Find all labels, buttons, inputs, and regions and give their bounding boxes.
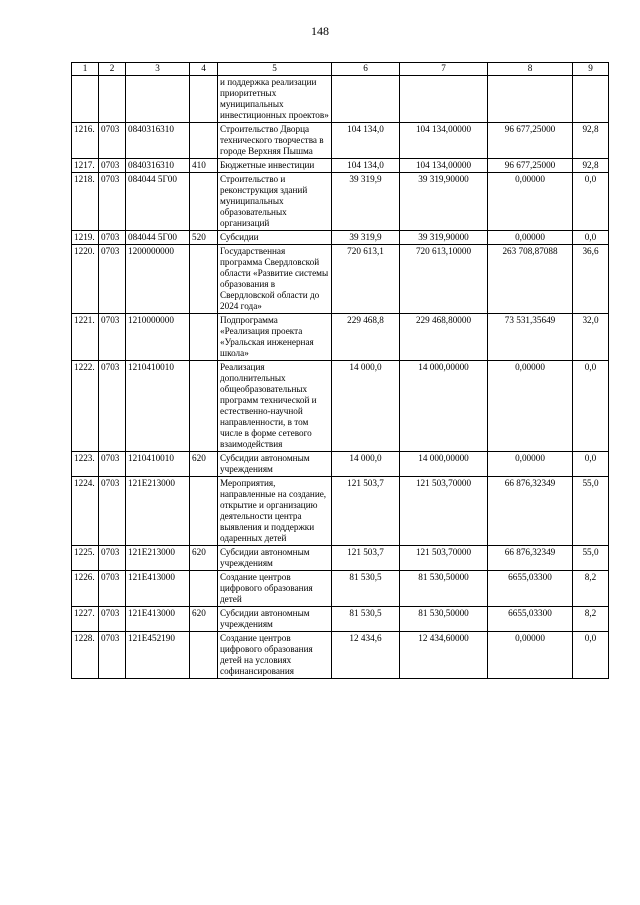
column-header: 9	[573, 63, 609, 76]
table-row	[72, 546, 609, 571]
execution-percent: 32,0	[573, 314, 609, 361]
table-row	[72, 123, 609, 159]
expense-type	[190, 173, 218, 231]
executed-amount: 96 677,25000	[488, 159, 573, 173]
item-name: и поддержка реализации приоритетных муниципальных инвестиционных проектов»	[218, 76, 332, 123]
section-code	[99, 76, 126, 123]
row-number: 1219.	[72, 231, 99, 245]
target-code: 1210000000	[126, 314, 190, 361]
execution-percent: 36,6	[573, 245, 609, 314]
row-number: 1221.	[72, 314, 99, 361]
expense-type	[190, 571, 218, 607]
plan-amount: 104 134,0	[332, 123, 400, 159]
executed-amount: 0,00000	[488, 361, 573, 452]
target-code: 1200000000	[126, 245, 190, 314]
execution-percent: 0,0	[573, 231, 609, 245]
column-header: 5	[218, 63, 332, 76]
refined-amount: 121 503,70000	[400, 477, 488, 546]
execution-percent: 0,0	[573, 452, 609, 477]
expense-type: 410	[190, 159, 218, 173]
expense-type: 620	[190, 452, 218, 477]
executed-amount: 73 531,35649	[488, 314, 573, 361]
executed-amount: 66 876,32349	[488, 546, 573, 571]
refined-amount: 39 319,90000	[400, 231, 488, 245]
column-header: 2	[99, 63, 126, 76]
target-code: 0840316310	[126, 159, 190, 173]
row-number: 1226.	[72, 571, 99, 607]
target-code: 121E452190	[126, 632, 190, 679]
plan-amount: 121 503,7	[332, 546, 400, 571]
execution-percent: 8,2	[573, 607, 609, 632]
column-header: 7	[400, 63, 488, 76]
plan-amount: 121 503,7	[332, 477, 400, 546]
plan-amount: 14 000,0	[332, 452, 400, 477]
execution-percent: 0,0	[573, 632, 609, 679]
expense-type: 620	[190, 546, 218, 571]
refined-amount: 12 434,60000	[400, 632, 488, 679]
execution-percent: 92,8	[573, 159, 609, 173]
plan-amount: 720 613,1	[332, 245, 400, 314]
budget-table	[71, 62, 609, 679]
column-header: 4	[190, 63, 218, 76]
refined-amount: 39 319,90000	[400, 173, 488, 231]
table-row	[72, 245, 609, 314]
refined-amount: 81 530,50000	[400, 607, 488, 632]
executed-amount: 0,00000	[488, 452, 573, 477]
execution-percent	[573, 76, 609, 123]
execution-percent: 8,2	[573, 571, 609, 607]
section-code: 0703	[99, 632, 126, 679]
plan-amount: 12 434,6	[332, 632, 400, 679]
executed-amount: 0,00000	[488, 231, 573, 245]
section-code: 0703	[99, 571, 126, 607]
plan-amount: 39 319,9	[332, 173, 400, 231]
page-number: 148	[311, 24, 329, 38]
column-header: 8	[488, 63, 573, 76]
item-name: Строительство Дворца технического творчества в городе Верхняя Пышма	[218, 123, 332, 159]
item-name: Создание центров цифрового образования детей на условиях софинансирования	[218, 632, 332, 679]
section-code: 0703	[99, 314, 126, 361]
row-number	[72, 76, 99, 123]
executed-amount: 6655,03300	[488, 607, 573, 632]
item-name: Субсидии автономным учреждениям	[218, 546, 332, 571]
target-code: 0840316310	[126, 123, 190, 159]
table-row	[72, 477, 609, 546]
item-name: Реализация дополнительных общеобразовательных программ технической и естественно-научной направленности, в том числе в форме сетевого взаимодействия	[218, 361, 332, 452]
table-row	[72, 607, 609, 632]
table-row	[72, 159, 609, 173]
item-name: Строительство и реконструкция зданий муниципальных образовательных организаций	[218, 173, 332, 231]
row-number: 1220.	[72, 245, 99, 314]
refined-amount	[400, 76, 488, 123]
table-row	[72, 361, 609, 452]
execution-percent: 92,8	[573, 123, 609, 159]
item-name: Подпрограмма «Реализация проекта «Уральская инженерная школа»	[218, 314, 332, 361]
target-code: 084044 5Г00	[126, 231, 190, 245]
item-name: Бюджетные инвестиции	[218, 159, 332, 173]
row-number: 1222.	[72, 361, 99, 452]
plan-amount: 81 530,5	[332, 607, 400, 632]
expense-type	[190, 76, 218, 123]
table-row	[72, 231, 609, 245]
target-code: 121E213000	[126, 546, 190, 571]
item-name: Субсидии автономным учреждениям	[218, 452, 332, 477]
item-name: Государственная программа Свердловской области «Развитие системы образования в Свердловской области до 2024 года»	[218, 245, 332, 314]
column-header: 3	[126, 63, 190, 76]
refined-amount: 14 000,00000	[400, 452, 488, 477]
target-code: 121E413000	[126, 571, 190, 607]
execution-percent: 0,0	[573, 173, 609, 231]
table-row	[72, 314, 609, 361]
section-code: 0703	[99, 452, 126, 477]
section-code: 0703	[99, 546, 126, 571]
refined-amount: 81 530,50000	[400, 571, 488, 607]
expense-type: 520	[190, 231, 218, 245]
row-number: 1217.	[72, 159, 99, 173]
target-code	[126, 76, 190, 123]
expense-type	[190, 477, 218, 546]
refined-amount: 121 503,70000	[400, 546, 488, 571]
item-name: Субсидии	[218, 231, 332, 245]
executed-amount: 66 876,32349	[488, 477, 573, 546]
column-header: 6	[332, 63, 400, 76]
row-number: 1225.	[72, 546, 99, 571]
execution-percent: 55,0	[573, 477, 609, 546]
section-code: 0703	[99, 231, 126, 245]
expense-type	[190, 361, 218, 452]
refined-amount: 229 468,80000	[400, 314, 488, 361]
target-code: 1210410010	[126, 452, 190, 477]
section-code: 0703	[99, 123, 126, 159]
plan-amount: 81 530,5	[332, 571, 400, 607]
execution-percent: 0,0	[573, 361, 609, 452]
executed-amount: 0,00000	[488, 632, 573, 679]
refined-amount: 104 134,00000	[400, 159, 488, 173]
plan-amount	[332, 76, 400, 123]
item-name: Субсидии автономным учреждениям	[218, 607, 332, 632]
expense-type	[190, 245, 218, 314]
table-row	[72, 173, 609, 231]
plan-amount: 229 468,8	[332, 314, 400, 361]
plan-amount: 14 000,0	[332, 361, 400, 452]
item-name: Мероприятия, направленные на создание, открытие и организацию деятельности центра выявления и поддержки одаренных детей	[218, 477, 332, 546]
section-code: 0703	[99, 245, 126, 314]
row-number: 1227.	[72, 607, 99, 632]
table-header-row	[72, 63, 609, 76]
section-code: 0703	[99, 607, 126, 632]
section-code: 0703	[99, 361, 126, 452]
item-name: Создание центров цифрового образования детей	[218, 571, 332, 607]
executed-amount: 263 708,87088	[488, 245, 573, 314]
target-code: 084044 5Г00	[126, 173, 190, 231]
row-number: 1223.	[72, 452, 99, 477]
column-header: 1	[72, 63, 99, 76]
section-code: 0703	[99, 477, 126, 546]
section-code: 0703	[99, 173, 126, 231]
table-body	[72, 76, 609, 679]
refined-amount: 14 000,00000	[400, 361, 488, 452]
table-row	[72, 452, 609, 477]
table-row	[72, 632, 609, 679]
section-code: 0703	[99, 159, 126, 173]
plan-amount: 39 319,9	[332, 231, 400, 245]
refined-amount: 104 134,00000	[400, 123, 488, 159]
expense-type	[190, 632, 218, 679]
executed-amount: 96 677,25000	[488, 123, 573, 159]
executed-amount: 6655,03300	[488, 571, 573, 607]
target-code: 121E413000	[126, 607, 190, 632]
refined-amount: 720 613,10000	[400, 245, 488, 314]
row-number: 1216.	[72, 123, 99, 159]
target-code: 121E213000	[126, 477, 190, 546]
expense-type	[190, 123, 218, 159]
plan-amount: 104 134,0	[332, 159, 400, 173]
expense-type: 620	[190, 607, 218, 632]
executed-amount: 0,00000	[488, 173, 573, 231]
row-number: 1218.	[72, 173, 99, 231]
table-row	[72, 571, 609, 607]
row-number: 1228.	[72, 632, 99, 679]
expense-type	[190, 314, 218, 361]
execution-percent: 55,0	[573, 546, 609, 571]
row-number: 1224.	[72, 477, 99, 546]
table-row	[72, 76, 609, 123]
target-code: 1210410010	[126, 361, 190, 452]
executed-amount	[488, 76, 573, 123]
